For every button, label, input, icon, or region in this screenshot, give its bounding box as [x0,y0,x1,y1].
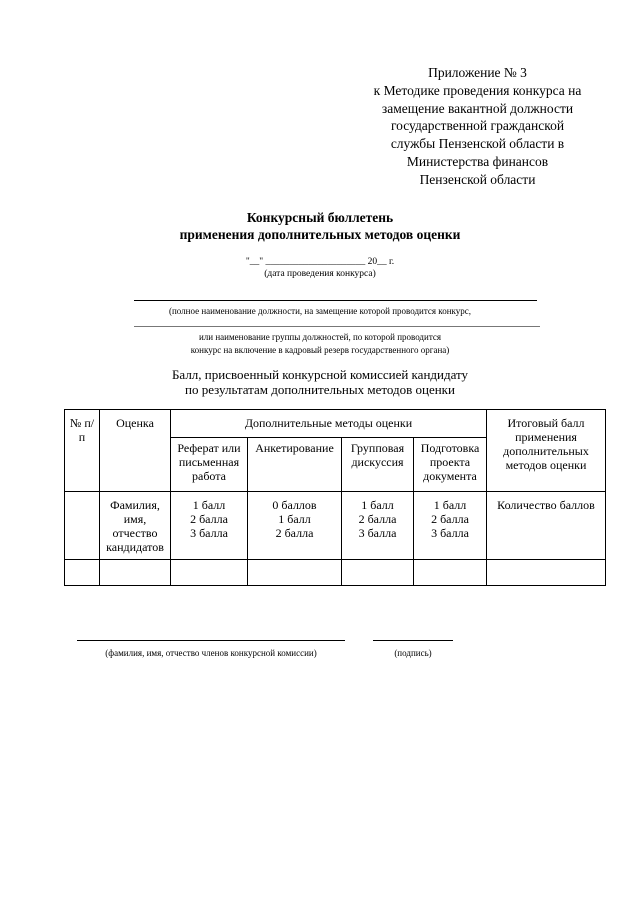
total-label: Количество баллов [487,492,606,560]
method-questionnaire: Анкетирование [248,438,342,492]
signature-name-line[interactable] [77,640,345,641]
score-heading-line-1: Балл, присвоенный конкурсной комиссией кандидату [171,367,469,382]
signature-sign-caption: (подпись) [394,648,432,658]
position-field-line[interactable] [134,300,537,301]
appendix-block [355,64,600,189]
cell-candidate[interactable] [100,560,171,586]
date-block [0,256,640,280]
appendix-line: службы Пензенской области в [390,136,565,152]
table-header-row [65,410,606,438]
cell-essay[interactable] [171,560,248,586]
candidate-label: Фамилия, имя, отчество кандидатов [100,492,171,560]
cell-document-draft[interactable] [414,560,487,586]
appendix-line: Министерства финансов [406,153,549,169]
appendix-line: Пензенской области [419,171,536,187]
position-caption-1: (полное наименование должности, на замещение которой проводится конкурс, [168,306,472,316]
date-caption: (дата проведения конкурса) [264,269,376,279]
cell-number[interactable] [65,560,100,586]
scores-questionnaire: 0 баллов 1 балл 2 балла [248,492,342,560]
header-methods: Дополнительные методы оценки [171,410,487,438]
method-essay: Реферат или письменная работа [171,438,248,492]
header-rating: Оценка [100,410,171,492]
title-line-1: Конкурсный бюллетень [246,210,394,225]
cell-total[interactable] [487,560,606,586]
table-row [65,492,606,560]
position-caption-3: конкурс на включение в кадровый резерв государственного органа) [190,345,450,355]
method-document-draft: Подготовка проекта документа [414,438,487,492]
header-total: Итоговый балл применения дополнительных методов оценки [487,410,606,492]
cell-questionnaire[interactable] [248,560,342,586]
assessment-table [64,409,606,586]
scores-group-discussion: 1 балл 2 балла 3 балла [342,492,414,560]
scores-document-draft: 1 балл 2 балла 3 балла [414,492,487,560]
appendix-line: Приложение № 3 [428,65,527,80]
method-group-discussion: Групповая дискуссия [342,438,414,492]
date-field[interactable]: "__" _____________________ 20__ г. [245,257,395,267]
signature-sign-line[interactable] [373,640,453,641]
scores-essay: 1 балл 2 балла 3 балла [171,492,248,560]
cell-group-discussion[interactable] [342,560,414,586]
title-line-2: применения дополнительных методов оценки [179,227,461,242]
document-title [0,209,640,243]
position-caption-2: или наименование группы должностей, по которой проводится [198,332,442,342]
cell-empty [65,492,100,560]
score-heading [0,367,640,397]
appendix-line: государственной гражданской [390,118,565,134]
table-row [65,560,606,586]
header-number: № п/п [65,410,100,492]
position-field-line-2[interactable] [134,326,540,327]
score-heading-line-2: по результатам дополнительных методов оценки [185,382,455,397]
appendix-line: к Методике проведения конкурса на [373,82,582,98]
signature-name-caption: (фамилия, имя, отчество членов конкурсной комиссии) [105,648,317,658]
appendix-line: замещение вакантной должности [381,100,574,116]
